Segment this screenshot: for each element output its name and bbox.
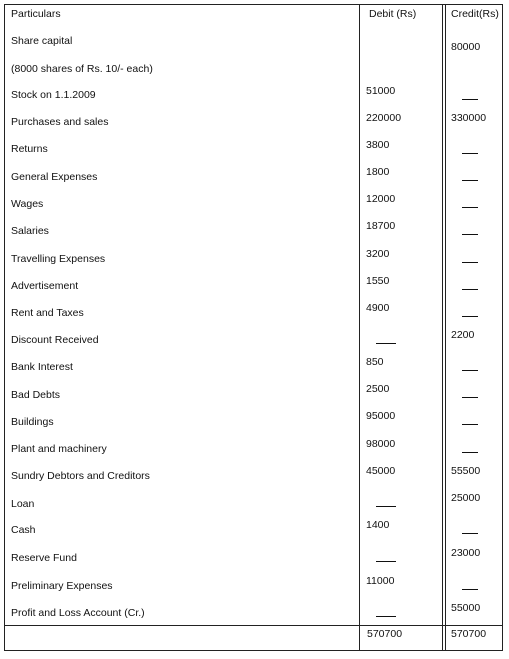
row-label: General Expenses bbox=[11, 171, 98, 183]
credit-value: 23000 bbox=[451, 547, 481, 559]
row-label: Returns bbox=[11, 143, 48, 155]
credit-dash bbox=[462, 533, 478, 534]
credit-value: 55000 bbox=[451, 602, 481, 614]
debit-value: 2500 bbox=[366, 383, 390, 395]
debit-value: 1400 bbox=[366, 519, 390, 531]
credit-value: 25000 bbox=[451, 492, 481, 504]
row-label: Sundry Debtors and Creditors bbox=[11, 470, 150, 482]
credit-value: 80000 bbox=[451, 41, 481, 53]
credit-dash bbox=[462, 262, 478, 263]
debit-value: 1800 bbox=[366, 166, 390, 178]
credit-dash bbox=[462, 207, 478, 208]
debit-dash bbox=[376, 561, 396, 562]
row-label: Wages bbox=[11, 198, 44, 210]
row-label: Travelling Expenses bbox=[11, 253, 106, 265]
row-label: Cash bbox=[11, 524, 36, 536]
debit-value: 45000 bbox=[366, 465, 396, 477]
credit-dash bbox=[462, 316, 478, 317]
debit-value: 1550 bbox=[366, 275, 390, 287]
credit-dash bbox=[462, 180, 478, 181]
debit-value: 18700 bbox=[366, 220, 396, 232]
debit-value: 95000 bbox=[366, 410, 396, 422]
row-label: Plant and machinery bbox=[11, 443, 107, 455]
debit-value: 3200 bbox=[366, 248, 390, 260]
row-label: Bad Debts bbox=[11, 389, 61, 401]
debit-value: 98000 bbox=[366, 438, 396, 450]
row-label: Purchases and sales bbox=[11, 116, 109, 128]
row-label: Advertisement bbox=[11, 280, 79, 292]
row-label: Stock on 1.1.2009 bbox=[11, 89, 96, 101]
column-divider bbox=[442, 5, 443, 650]
total-debit: 570700 bbox=[367, 628, 403, 640]
credit-dash bbox=[462, 397, 478, 398]
credit-dash bbox=[462, 424, 478, 425]
debit-dash bbox=[376, 343, 396, 344]
debit-value: 4900 bbox=[366, 302, 390, 314]
header-particulars: Particulars bbox=[11, 8, 61, 20]
row-label: Loan bbox=[11, 498, 35, 510]
total-credit: 570700 bbox=[451, 628, 487, 640]
credit-value: 330000 bbox=[451, 112, 487, 124]
debit-value: 12000 bbox=[366, 193, 396, 205]
credit-dash bbox=[462, 452, 478, 453]
debit-value: 220000 bbox=[366, 112, 402, 124]
credit-dash bbox=[462, 234, 478, 235]
debit-value: 3800 bbox=[366, 139, 390, 151]
row-label: Discount Received bbox=[11, 334, 99, 346]
credit-value: 2200 bbox=[451, 329, 475, 341]
trial-balance-table bbox=[4, 4, 503, 651]
debit-dash bbox=[376, 616, 396, 617]
debit-dash bbox=[376, 506, 396, 507]
debit-value: 51000 bbox=[366, 85, 396, 97]
credit-dash bbox=[462, 153, 478, 154]
row-label: Share capital bbox=[11, 35, 73, 47]
column-divider bbox=[445, 5, 446, 650]
row-label: Preliminary Expenses bbox=[11, 580, 113, 592]
row-label: (8000 shares of Rs. 10/- each) bbox=[11, 63, 153, 75]
row-label: Salaries bbox=[11, 225, 49, 237]
totals-divider bbox=[5, 625, 502, 626]
credit-dash bbox=[462, 99, 478, 100]
debit-value: 11000 bbox=[366, 575, 395, 587]
column-divider bbox=[359, 5, 360, 650]
row-label: Bank Interest bbox=[11, 361, 73, 373]
debit-value: 850 bbox=[366, 356, 384, 368]
header-debit: Debit (Rs) bbox=[369, 8, 417, 20]
row-label: Rent and Taxes bbox=[11, 307, 84, 319]
header-credit: Credit(Rs) bbox=[451, 8, 499, 20]
credit-dash bbox=[462, 589, 478, 590]
credit-dash bbox=[462, 289, 478, 290]
row-label: Buildings bbox=[11, 416, 54, 428]
credit-dash bbox=[462, 370, 478, 371]
row-label: Profit and Loss Account (Cr.) bbox=[11, 607, 145, 619]
row-label: Reserve Fund bbox=[11, 552, 77, 564]
credit-value: 55500 bbox=[451, 465, 481, 477]
